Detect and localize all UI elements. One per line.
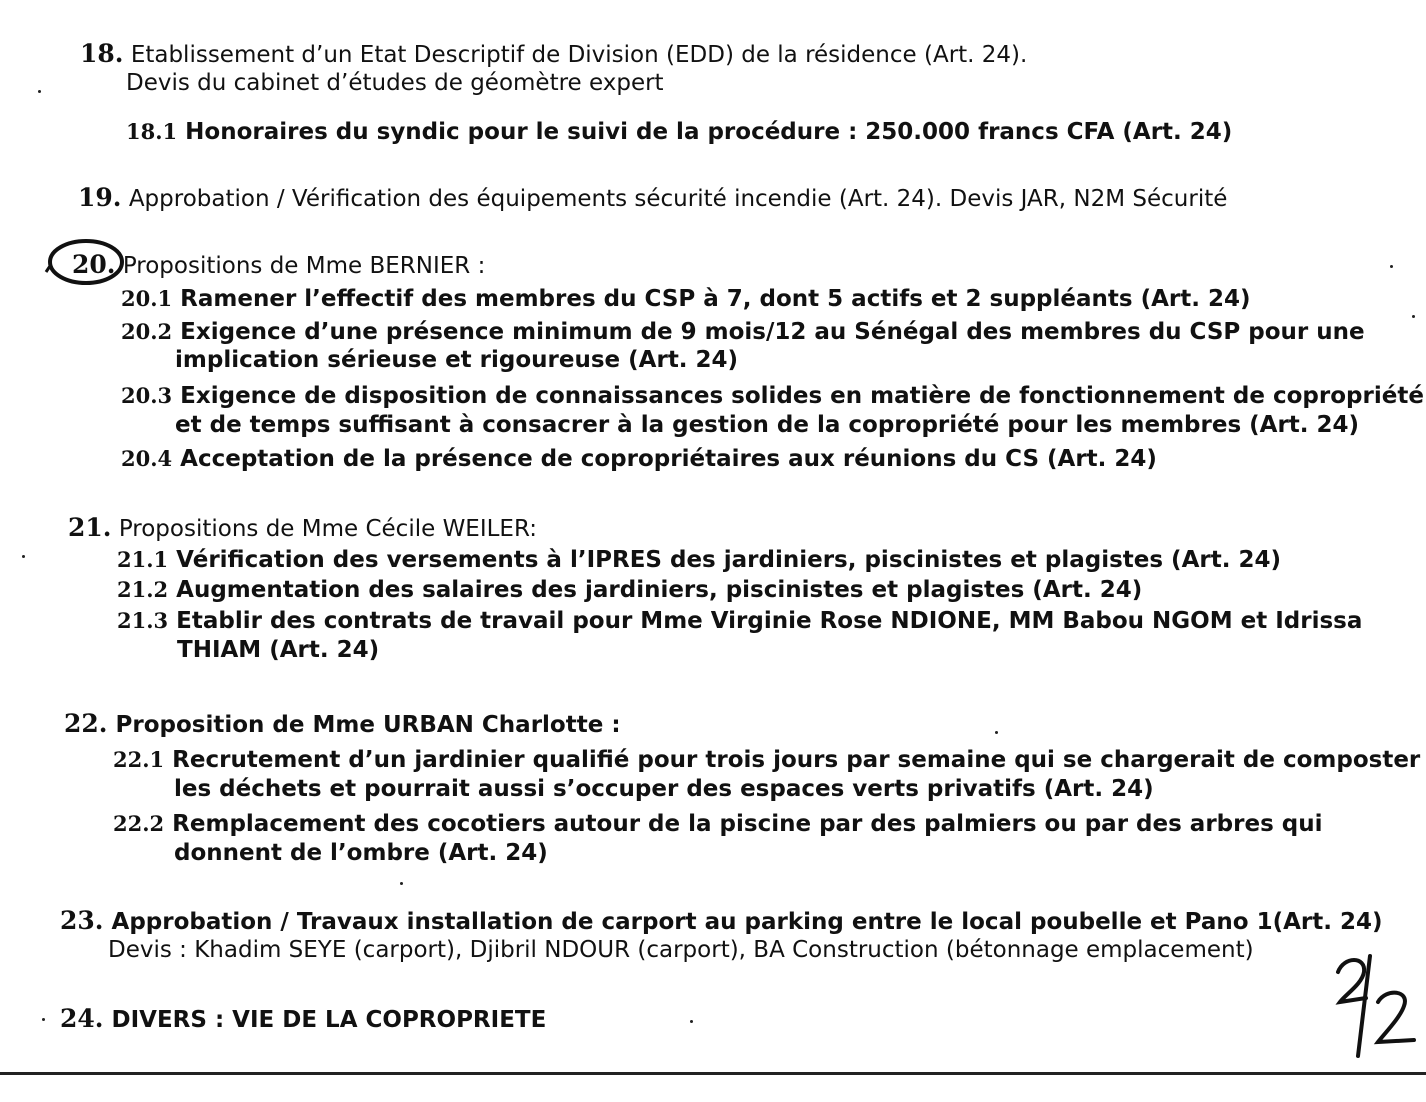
- item-19-title: 19. Approbation / Vérification des équipements sécurité incendie (Art. 24). Devis JAR, N2M Sécurité: [78, 183, 1228, 212]
- item-24-title: 24. DIVERS : VIE DE LA COPROPRIETE: [60, 1004, 547, 1033]
- item-18-detail: Devis du cabinet d’études de géomètre expert: [126, 70, 664, 96]
- item-18-title: 18. Etablissement d’un Etat Descriptif de Division (EDD) de la résidence (Art. 24).: [80, 39, 1028, 68]
- item-23-detail: Devis : Khadim SEYE (carport), Djibril NDOUR (carport), BA Construction (bétonnage emplacement): [108, 937, 1254, 963]
- item-22-title: 22. Proposition de Mme URBAN Charlotte :: [64, 709, 621, 738]
- item-21-1: 21.1 Vérification des versements à l’IPRES des jardiniers, piscinistes et plagistes (Art. 24): [117, 547, 1281, 573]
- item-21-2: 21.2 Augmentation des salaires des jardiniers, piscinistes et plagistes (Art. 24): [117, 577, 1143, 603]
- scan-speck: [400, 882, 403, 885]
- scan-speck: [690, 1020, 693, 1023]
- scan-speck: [1390, 265, 1393, 268]
- item-21-3-line2: THIAM (Art. 24): [177, 637, 380, 663]
- bottom-rule: [0, 1072, 1426, 1075]
- item-20-1: 20.1 Ramener l’effectif des membres du CSP à 7, dont 5 actifs et 2 suppléants (Art. 24): [121, 286, 1251, 312]
- scan-speck: [995, 731, 998, 734]
- item-22-1-line1: 22.1 Recrutement d’un jardinier qualifié pour trois jours par semaine qui se chargerait de composter: [113, 747, 1421, 773]
- scan-speck: [22, 555, 25, 558]
- scan-speck: [1412, 315, 1415, 318]
- item-18-1: 18.1 Honoraires du syndic pour le suivi de la procédure : 250.000 francs CFA (Art. 24): [126, 119, 1233, 145]
- item-20-3-line2: et de temps suffisant à consacrer à la gestion de la copropriété pour les membres (Art. 24): [175, 412, 1360, 438]
- handwritten-page-number: [1330, 950, 1420, 1060]
- item-20-3-line1: 20.3 Exigence de disposition de connaissances solides en matière de fonctionnement de copropriété: [121, 383, 1424, 409]
- item-23-title: 23. Approbation / Travaux installation de carport au parking entre le local poubelle et Pano 1(Art. 24): [60, 906, 1383, 935]
- item-22-1-line2: les déchets et pourrait aussi s’occuper des espaces verts privatifs (Art. 24): [174, 776, 1154, 802]
- item-21-3-line1: 21.3 Etablir des contrats de travail pour Mme Virginie Rose NDIONE, MM Babou NGOM et Idrissa: [117, 608, 1363, 634]
- item-22-2-line1: 22.2 Remplacement des cocotiers autour de la piscine par des palmiers ou par des arbres qui: [113, 811, 1323, 837]
- item-20-2-line1: 20.2 Exigence d’une présence minimum de 9 mois/12 au Sénégal des membres du CSP pour une: [121, 319, 1365, 345]
- item-21-title: 21. Propositions de Mme Cécile WEILER:: [68, 513, 537, 542]
- scan-speck: [42, 1018, 45, 1021]
- item-20-2-line2: implication sérieuse et rigoureuse (Art. 24): [175, 347, 739, 373]
- item-20-title: 20. Propositions de Mme BERNIER :: [72, 250, 486, 279]
- item-20-4: 20.4 Acceptation de la présence de copropriétaires aux réunions du CS (Art. 24): [121, 446, 1157, 472]
- scan-speck: [38, 90, 41, 93]
- item-22-2-line2: donnent de l’ombre (Art. 24): [174, 840, 548, 866]
